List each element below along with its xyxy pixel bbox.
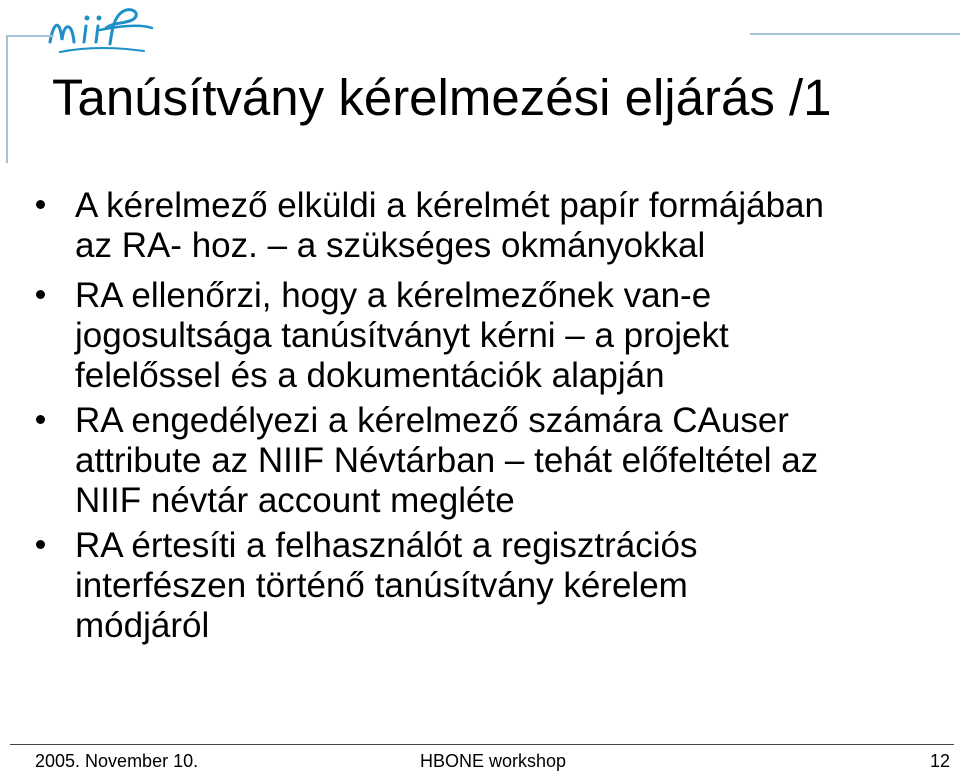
bullet-dot-icon: [36, 415, 45, 424]
bullet-dot-icon: [36, 540, 45, 549]
footer-page-number: 12: [930, 751, 951, 771]
footer-event: HBONE workshop: [420, 751, 567, 771]
niif-logo-icon: [40, 0, 160, 60]
slide-title: Tanúsítvány kérelmezési eljárás /1: [52, 69, 832, 126]
bullet-dot-icon: [36, 200, 45, 209]
footer-divider: [10, 744, 954, 745]
bullet-text: RA ellenőrzi, hogy a kérelmezőnek van-e jogosultsága tanúsítványt kérni – a projekt felelőssel és a dokumentációk alapján: [75, 276, 729, 395]
bullet-dot-icon: [36, 290, 45, 299]
footer-date: 2005. November 10.: [35, 751, 199, 771]
frame-line-top-left: [6, 35, 54, 37]
bullet-text: RA engedélyezi a kérelmező számára CAuser attribute az NIIF Névtárban – tehát előfeltétel az NIIF névtár account megléte: [75, 401, 819, 520]
frame-line-left: [6, 35, 8, 163]
frame-line-top-right: [750, 33, 960, 35]
bullet-text: RA értesíti a felhasználót a regisztrációs interfészen történő tanúsítvány kérelem módjáról: [75, 526, 698, 645]
bullet-text: A kérelmező elküldi a kérelmét papír formájában az RA- hoz. – a szükséges okmányokkal: [75, 186, 824, 265]
